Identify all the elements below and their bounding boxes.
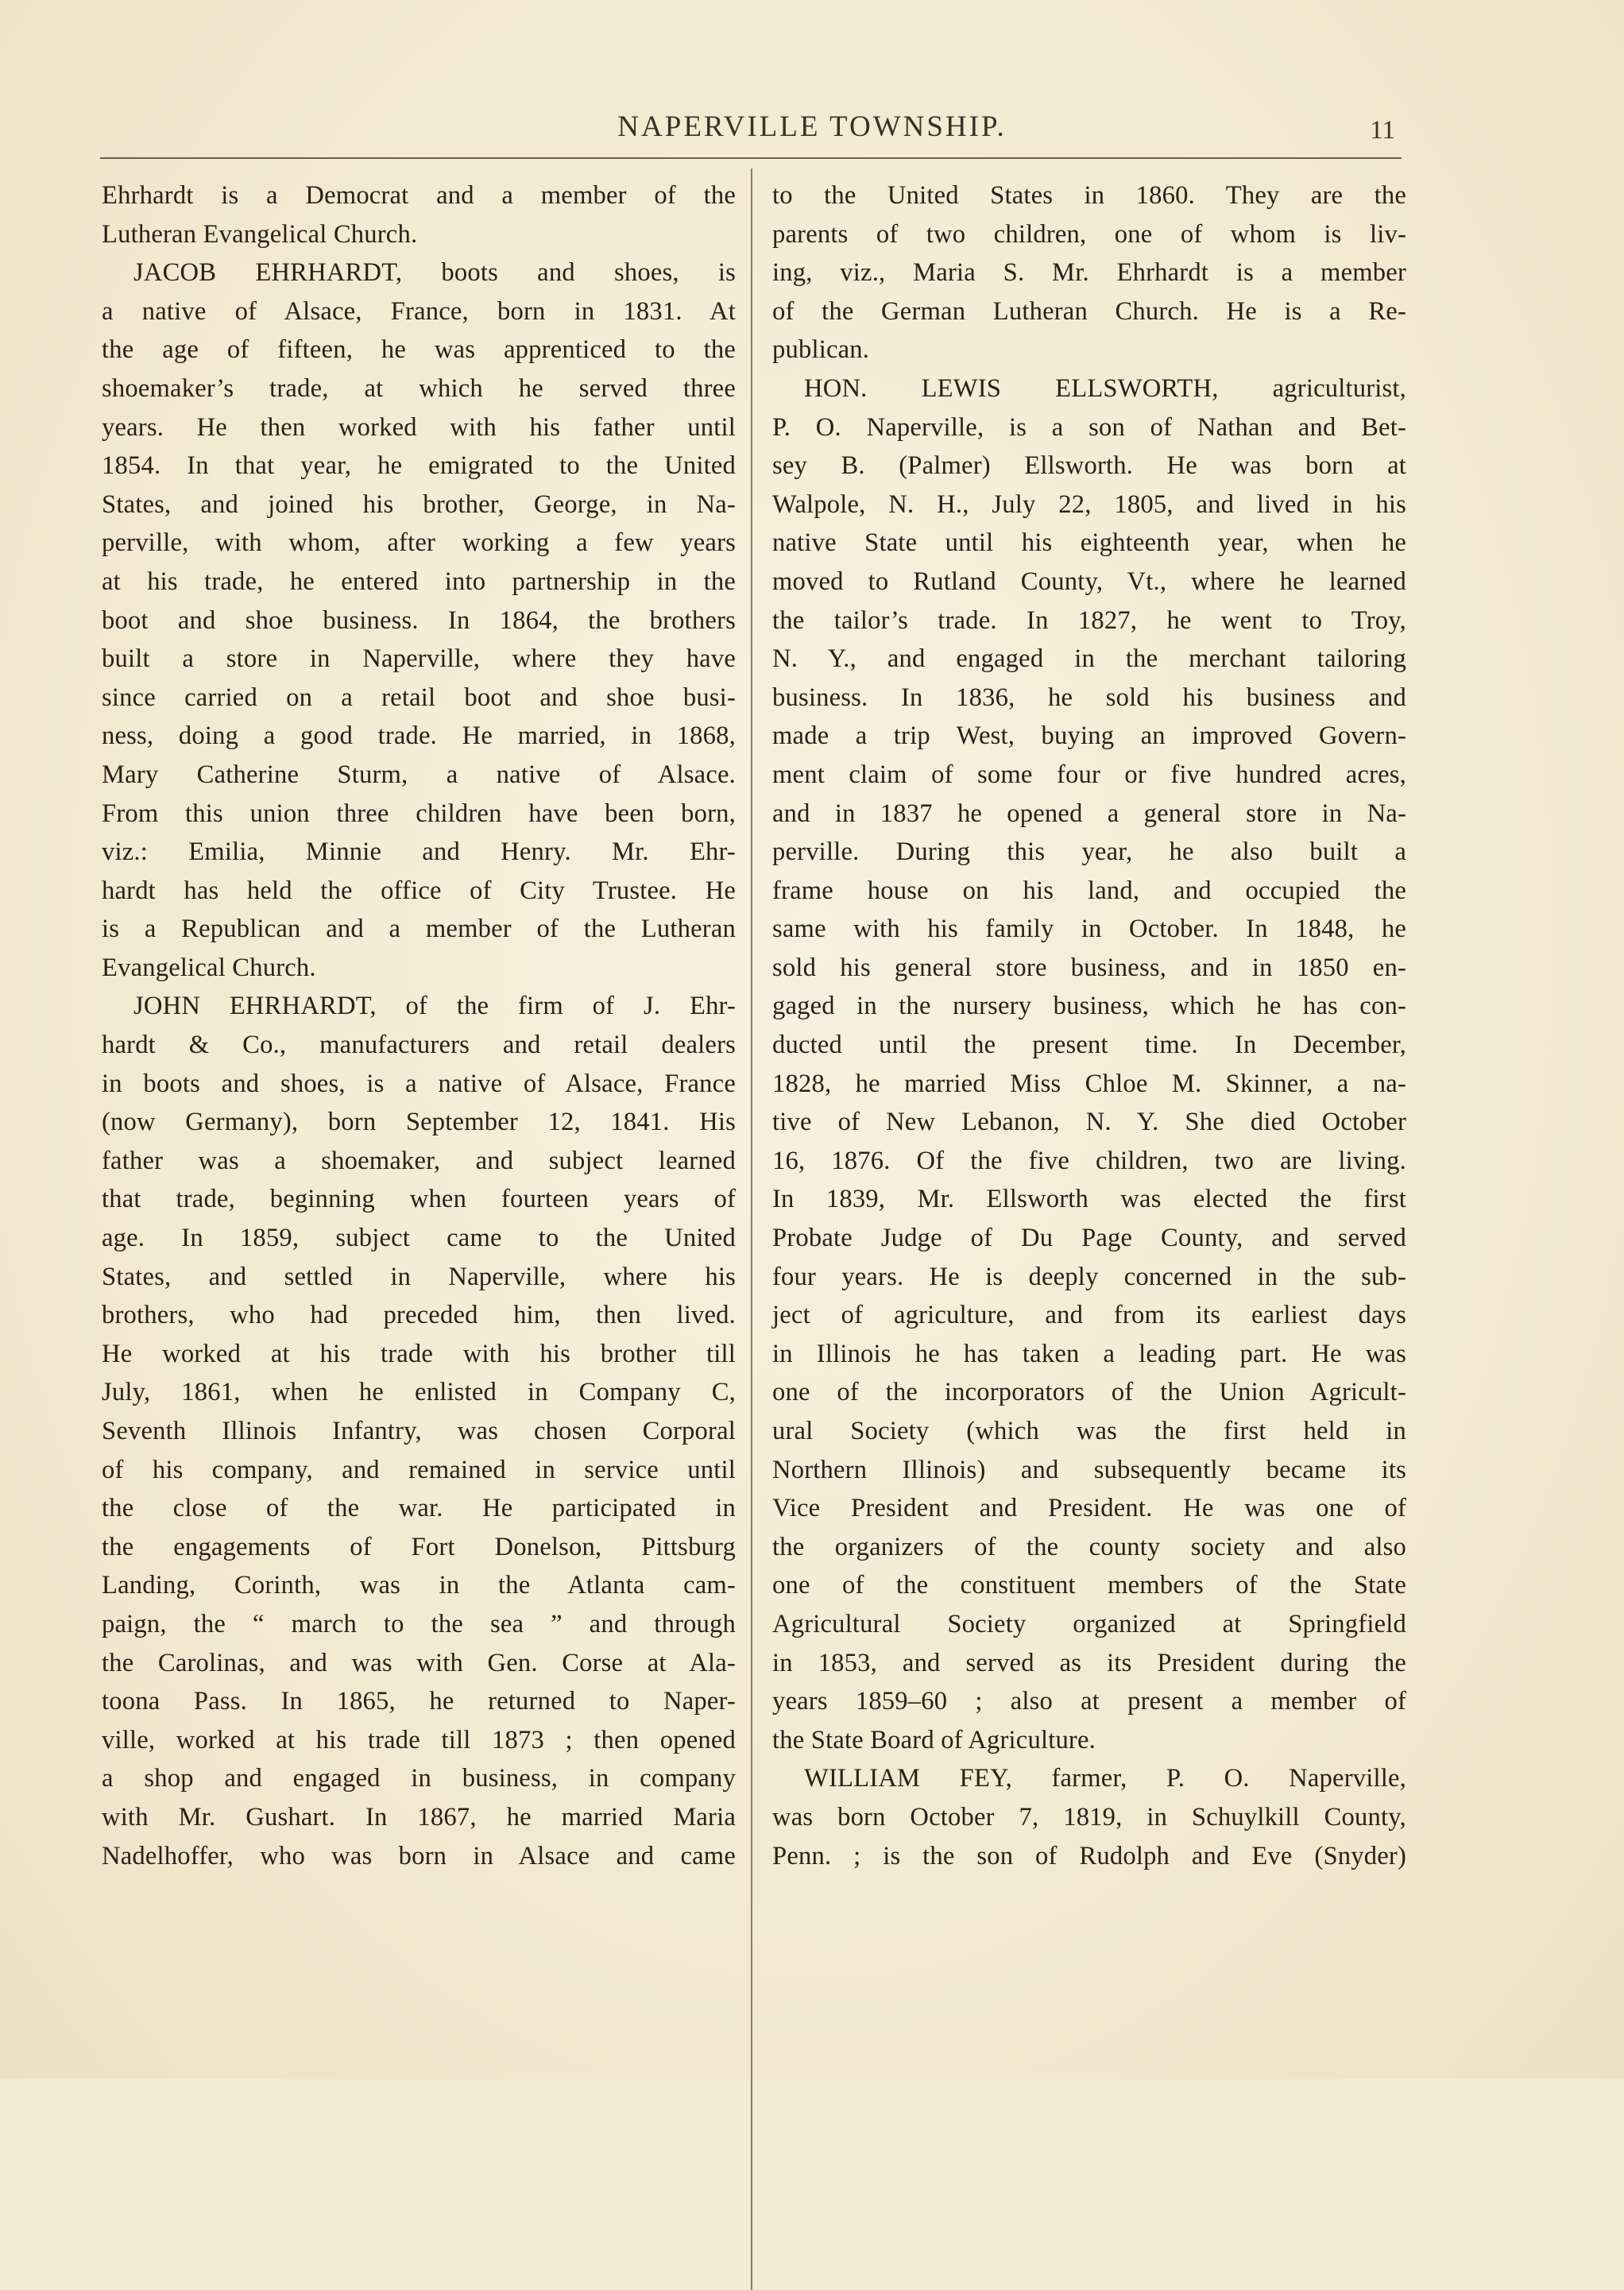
text-line: one of the incorporators of the Union Agricult- (772, 1378, 1406, 1407)
text-line: is a Republican and a member of the Lutheran (102, 915, 736, 944)
text-line: Ehrhardt is a Democrat and a member of the (102, 181, 736, 210)
text-line: sold his general store business, and in 1850 en- (772, 953, 1406, 982)
right-column (772, 176, 1406, 1875)
text-line: that trade, beginning when fourteen years of (102, 1185, 736, 1214)
text-line: Landing, Corinth, was in the Atlanta cam- (102, 1571, 736, 1600)
text-line: ducted until the present time. In December, (772, 1031, 1406, 1060)
text-line: moved to Rutland County, Vt., where he learned (772, 567, 1406, 596)
text-line: business. In 1836, he sold his business and (772, 683, 1406, 712)
text-line: a native of Alsace, France, born in 1831. At (102, 296, 736, 326)
text-line: WILLIAM FEY, farmer, P. O. Naperville, (804, 1764, 1406, 1793)
text-line: Penn. ; is the son of Rudolph and Eve (Snyder) (772, 1841, 1406, 1870)
text-line: native State until his eighteenth year, when he (772, 528, 1406, 558)
text-line: the tailor’s trade. In 1827, he went to Troy, (772, 605, 1406, 635)
text-line: years. He then worked with his father until (102, 412, 736, 442)
text-line: gaged in the nursery business, which he has con- (772, 992, 1406, 1021)
text-line: JOHN EHRHARDT, of the firm of J. Ehr- (133, 992, 736, 1021)
text-line: the close of the war. He participated in (102, 1494, 736, 1523)
text-line: States, and settled in Naperville, where his (102, 1262, 736, 1291)
text-line: since carried on a retail boot and shoe busi- (102, 683, 736, 712)
text-line: 16, 1876. Of the five children, two are living. (772, 1146, 1406, 1175)
text-line: Probate Judge of Du Page County, and served (772, 1224, 1406, 1253)
text-line: Seventh Illinois Infantry, was chosen Corporal (102, 1417, 736, 1445)
text-line: From this union three children have been born, (102, 799, 736, 828)
text-line: the Carolinas, and was with Gen. Corse at Ala- (102, 1648, 736, 1677)
text-line: (now Germany), born September 12, 1841. His (102, 1108, 736, 1137)
text-line: one of the constituent members of the State (772, 1571, 1406, 1600)
text-line: hardt & Co., manufacturers and retail dealers (102, 1031, 736, 1060)
text-line: the organizers of the county society and also (772, 1532, 1406, 1561)
text-line: shoemaker’s trade, at which he served three (102, 373, 736, 403)
text-line: Northern Illinois) and subsequently became its (772, 1455, 1406, 1484)
text-line: 1854. In that year, he emigrated to the United (102, 451, 736, 481)
text-line: built a store in Naperville, where they have (102, 644, 736, 674)
text-line: years 1859–60 ; also at present a member of (772, 1687, 1406, 1716)
text-line: In 1839, Mr. Ellsworth was elected the first (772, 1185, 1406, 1214)
text-line: at his trade, he entered into partnership in the (102, 567, 736, 596)
left-column (102, 176, 736, 1875)
text-line: July, 1861, when he enlisted in Company C, (102, 1378, 736, 1407)
text-line: perville, with whom, after working a few years (102, 528, 736, 558)
text-line: a shop and engaged in business, in company (102, 1764, 736, 1793)
text-line: toona Pass. In 1865, he returned to Naper- (102, 1687, 736, 1716)
text-line: ness, doing a good trade. He married, in 1868, (102, 721, 736, 751)
text-line: ject of agriculture, and from its earliest days (772, 1301, 1406, 1330)
text-line: same with his family in October. In 1848, he (772, 915, 1406, 944)
text-line: ural Society (which was the first held in (772, 1417, 1406, 1445)
text-line: in 1853, and served as its President during the (772, 1648, 1406, 1677)
text-line: the age of fifteen, he was apprenticed to the (102, 335, 736, 365)
text-line: was born October 7, 1819, in Schuylkill County, (772, 1802, 1406, 1832)
text-line: hardt has held the office of City Trustee. He (102, 876, 736, 905)
text-line: of the German Lutheran Church. He is a Re- (772, 296, 1406, 326)
text-line: made a trip West, buying an improved Govern- (772, 721, 1406, 751)
text-line: frame house on his land, and occupied the (772, 876, 1406, 905)
text-line: He worked at his trade with his brother till (102, 1339, 736, 1368)
text-line: perville. During this year, he also built a (772, 837, 1406, 867)
text-line: Evangelical Church. (102, 953, 316, 982)
text-line: to the United States in 1860. They are the (772, 181, 1406, 210)
text-line: P. O. Naperville, is a son of Nathan and Bet- (772, 412, 1406, 442)
text-line: with Mr. Gushart. In 1867, he married Maria (102, 1802, 736, 1832)
text-line: tive of New Lebanon, N. Y. She died October (772, 1108, 1406, 1137)
text-line: publican. (772, 335, 870, 365)
text-line: boot and shoe business. In 1864, the brothers (102, 605, 736, 635)
text-line: Vice President and President. He was one of (772, 1494, 1406, 1523)
text-line: the State Board of Agriculture. (772, 1725, 1096, 1754)
text-line: age. In 1859, subject came to the United (102, 1224, 736, 1253)
text-line: father was a shoemaker, and subject learned (102, 1146, 736, 1175)
running-head: NAPERVILLE TOWNSHIP. (617, 110, 1007, 143)
text-line: Lutheran Evangelical Church. (102, 219, 418, 249)
page-number: 11 (1370, 116, 1395, 145)
text-line: paign, the “ march to the sea ” and through (102, 1609, 736, 1638)
text-line: and in 1837 he opened a general store in Na- (772, 799, 1406, 828)
text-line: 1828, he married Miss Chloe M. Skinner, a na- (772, 1069, 1406, 1098)
text-line: N. Y., and engaged in the merchant tailoring (772, 644, 1406, 674)
text-line: JACOB EHRHARDT, boots and shoes, is (133, 258, 736, 288)
text-line: HON. LEWIS ELLSWORTH, agriculturist, (804, 373, 1406, 403)
text-line: ing, viz., Maria S. Mr. Ehrhardt is a member (772, 258, 1406, 288)
text-line: Nadelhoffer, who was born in Alsace and came (102, 1841, 736, 1870)
text-line: four years. He is deeply concerned in the sub- (772, 1262, 1406, 1291)
text-line: Agricultural Society organized at Springfield (772, 1609, 1406, 1638)
header-rule (100, 157, 1402, 159)
column-divider (751, 168, 752, 2290)
text-line: ville, worked at his trade till 1873 ; then opened (102, 1725, 736, 1754)
text-line: the engagements of Fort Donelson, Pittsburg (102, 1532, 736, 1561)
text-line: in Illinois he has taken a leading part. He was (772, 1339, 1406, 1368)
text-line: States, and joined his brother, George, in Na- (102, 489, 736, 519)
text-line: Mary Catherine Sturm, a native of Alsace. (102, 760, 736, 789)
text-line: in boots and shoes, is a native of Alsace, France (102, 1069, 736, 1098)
text-line: Walpole, N. H., July 22, 1805, and lived in his (772, 489, 1406, 519)
text-line: parents of two children, one of whom is liv- (772, 219, 1406, 249)
text-line: brothers, who had preceded him, then lived. (102, 1301, 736, 1330)
text-line: viz.: Emilia, Minnie and Henry. Mr. Ehr- (102, 837, 736, 867)
text-line: sey B. (Palmer) Ellsworth. He was born at (772, 451, 1406, 481)
text-line: of his company, and remained in service until (102, 1455, 736, 1484)
text-line: ment claim of some four or five hundred acres, (772, 760, 1406, 789)
